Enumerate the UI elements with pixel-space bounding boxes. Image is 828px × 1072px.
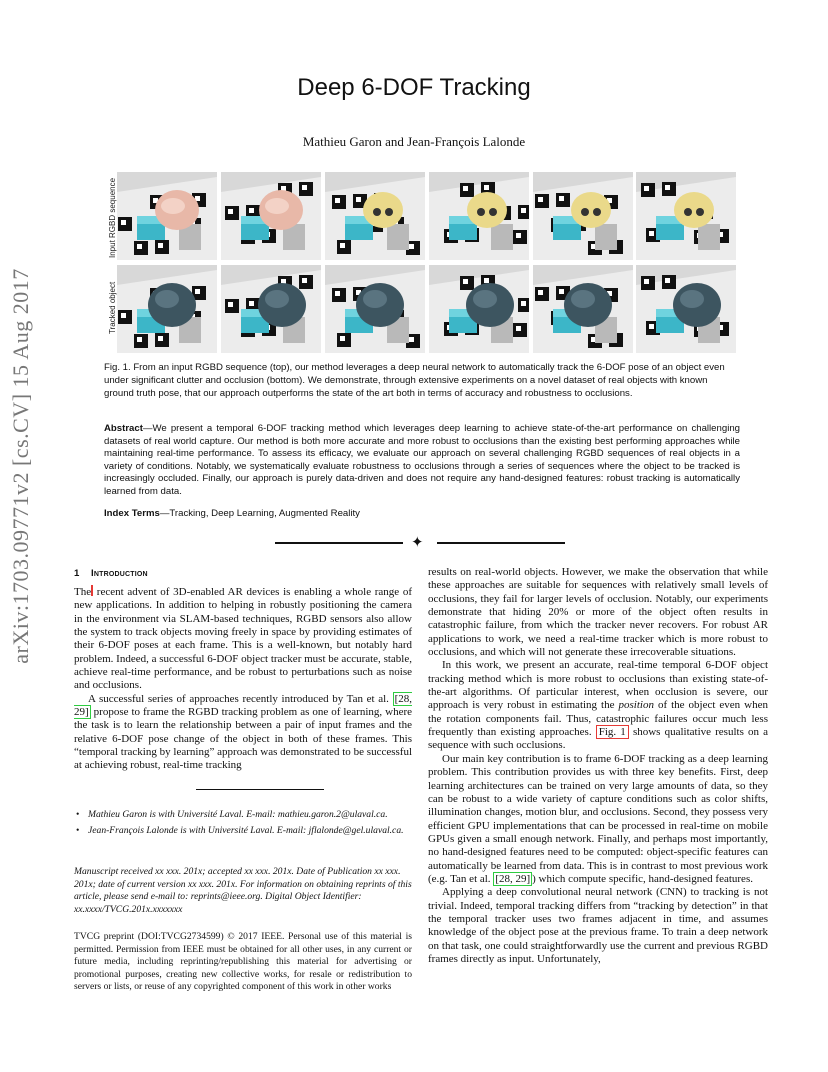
input-frame-image <box>429 172 529 260</box>
figure-link[interactable]: Fig. 1 <box>596 725 629 739</box>
index-terms <box>104 508 740 519</box>
tracked-frame-image <box>117 265 217 353</box>
intro-paragraph-2: A successful series of approaches recently introduced by Tan et al. [28, 29] propose to frame the RGBD tracking problem as one of learning, where the task is to learn the relationship between a pair of input frames and the relative 6-DOF pose change of the object in both of these frames. This “temporal tracking by learning” approach was demonstrated to be successful at achieving robust, real-time tracking <box>74 692 413 772</box>
tracked-frame-image <box>533 265 633 353</box>
tracked-frame-image <box>221 265 321 353</box>
abstract <box>104 423 740 499</box>
citation-link[interactable]: [28, 29] <box>495 872 531 885</box>
copyright-notice: TVCG preprint (DOI:TVCG2734599) © 2017 IEEE. Personal use of this material is permitted. Permission from IEEE must be obtained for all other uses, in any current or future media, including reprinting/republishing this material for advertising or promotional purposes, creating new collective works, for resale or redistribution to servers or lists, or reuse of any copyrighted component of this work in other works <box>74 931 412 993</box>
input-frame-image <box>221 172 321 260</box>
figure-caption: Fig. 1. From an input RGBD sequence (top), our method leverages a deep neural network to automatically track the 6-DOF pose of an object even under significant clutter and occlusion (bottom). We demonstrate, through extensive experiments on a novel dataset of real objects with known ground truth pose, that our approach outperforms the state of the art both in terms of accuracy and robustness to occlusions. <box>104 362 725 399</box>
left-column <box>74 585 412 773</box>
tracked-frame-image <box>429 265 529 353</box>
footnote-item: • Jean-François Lalonde is with Université Laval. E-mail: jflalonde@gel.ulaval.ca. <box>76 824 404 836</box>
paper-authors: Mathieu Garon and Jean-François Lalonde <box>302 134 526 149</box>
divider-star-icon: ✦ <box>411 533 424 551</box>
intro-paragraph-1: The recent advent of 3D-enabled AR devices is enabling a whole range of new applications. In addition to helping in robustly positioning the camera in the environment via SLAM-based techniques, RGBD sensors also allow the system to track objects moving freely in space by providing estimates of their 6-DOF poses at each frame. This is a well-known, but notably hard problem. Indeed, a successful 6-DOF object tracker must be accurate, stable, achieve real-time performance, and be robust to perturbations such as noise and occlusions. <box>74 586 413 692</box>
citation-link[interactable]: [28, 29] <box>74 692 413 719</box>
footnotes <box>74 809 412 840</box>
input-frame-image <box>533 172 633 260</box>
section-divider <box>275 533 565 551</box>
input-frame-image <box>117 172 217 260</box>
section-heading <box>74 568 148 579</box>
intro-paragraph-6: Applying a deep convolutional neural network (CNN) to tracking is not trivial. Indeed, temporal tracking differs from “tracking by detection” in that the temporal tracker uses two frames adjacent in time, and assumes knowledge of the object pose at the previous frame. To train a deep network on that task, one could straightforwardly use the current and previous RGBD frames directly as input. Unfortunately, <box>428 886 768 965</box>
section-title: Introduction <box>91 568 148 579</box>
input-frame-image <box>325 172 425 260</box>
intro-paragraph-3: results on real-world objects. However, we make the observation that while these approaches are suitable for sequences with relatively small levels of occlusions, they fail for larger levels of occlusion. Notably, our experiments demonstrate that hiding 20% or more of the object often results in catastrophic failure, from which the tracker never recovers. For robust AR applications to work, we need a real-time tracker which is more robust to occlusions, and which will not generate these irrecoverable situations. <box>428 566 768 659</box>
right-column <box>428 566 768 966</box>
intro-paragraph-4: In this work, we present an accurate, real-time temporal 6-DOF object tracking method which is more robust to occlusions than existing state-of-the-art algorithms. Of particular interest, when occlusion is severe, our approach is very robust in estimating the position of the object even when the rotation components fail. Thus, catastrophic failures occur much less frequently than existing approaches. Fig. 1 shows qualitative results on a sequence with such occlusions. <box>428 659 769 752</box>
abstract-label: Abstract <box>104 423 143 434</box>
arxiv-sidebar-id: arXiv:1703.09771v2 [cs.CV] 15 Aug 2017 <box>8 268 33 664</box>
footnote-rule <box>196 789 324 790</box>
paper-title: Deep 6-DOF Tracking <box>297 74 531 101</box>
index-terms-label: Index Terms <box>104 508 160 519</box>
row-label-input: Input RGBD sequence <box>108 177 117 258</box>
row-label-tracked: Tracked object <box>108 281 117 334</box>
manuscript-info: Manuscript received xx xxx. 201x; accepted xx xxx. 201x. Date of Publication xx xxx. 201x; date of current version xx xxx. 201x. For information on obtaining reprints of this article, please send e-mail to: reprints@ieee.org. Digital Object Identifier: xx.xxxx/TVCG.201x.xxxxxxx <box>74 866 412 915</box>
tracked-frame-image <box>325 265 425 353</box>
tracked-frame-image <box>636 265 736 353</box>
abstract-text: —We present a temporal 6-DOF tracking method which leverages deep learning to achieve state-of-the-art performance on challenging datasets of real world capture. Our method is both more accurate and more robust to occlusions than the existing best performing approaches while maintaining real-time performance. To assess its efficacy, we evaluate our approach on several challenging RGBD sequences of real objects in a variety of conditions. Notably, we systematically evaluate robustness to occlusions through a series of sequences where the object to be tracked is increasingly occluded. Finally, our approach is purely data-driven and does not require any hand-designed features: robust tracking is automatically learned from data. <box>104 423 740 497</box>
input-frame-image <box>636 172 736 260</box>
section-number: 1 <box>74 568 80 579</box>
footnote-item: • Mathieu Garon is with Université Laval. E-mail: mathieu.garon.2@ulaval.ca. <box>76 809 388 820</box>
index-terms-text: —Tracking, Deep Learning, Augmented Reality <box>159 508 360 519</box>
intro-paragraph-5: Our main key contribution is to frame 6-DOF tracking as a deep learning problem. This contribution provides us with three key benefits. First, deep learning architectures can be trained on very large amounts of data, so they can be robust to a wide variety of capture conditions such as color shifts, illumination changes, motion blur, and occlusions. Second, they possess very efficient GPU implementations that can be processed in real-time on mobile GPUs given a small enough network. Finally, and perhaps most importantly, no hand-designed features need to be computed: object-specific features can automatically be learned from data. This is in contrast to most previous work (e.g. Tan et al. [28, 29] ) which compute specific, hand-designed features. <box>428 752 768 885</box>
